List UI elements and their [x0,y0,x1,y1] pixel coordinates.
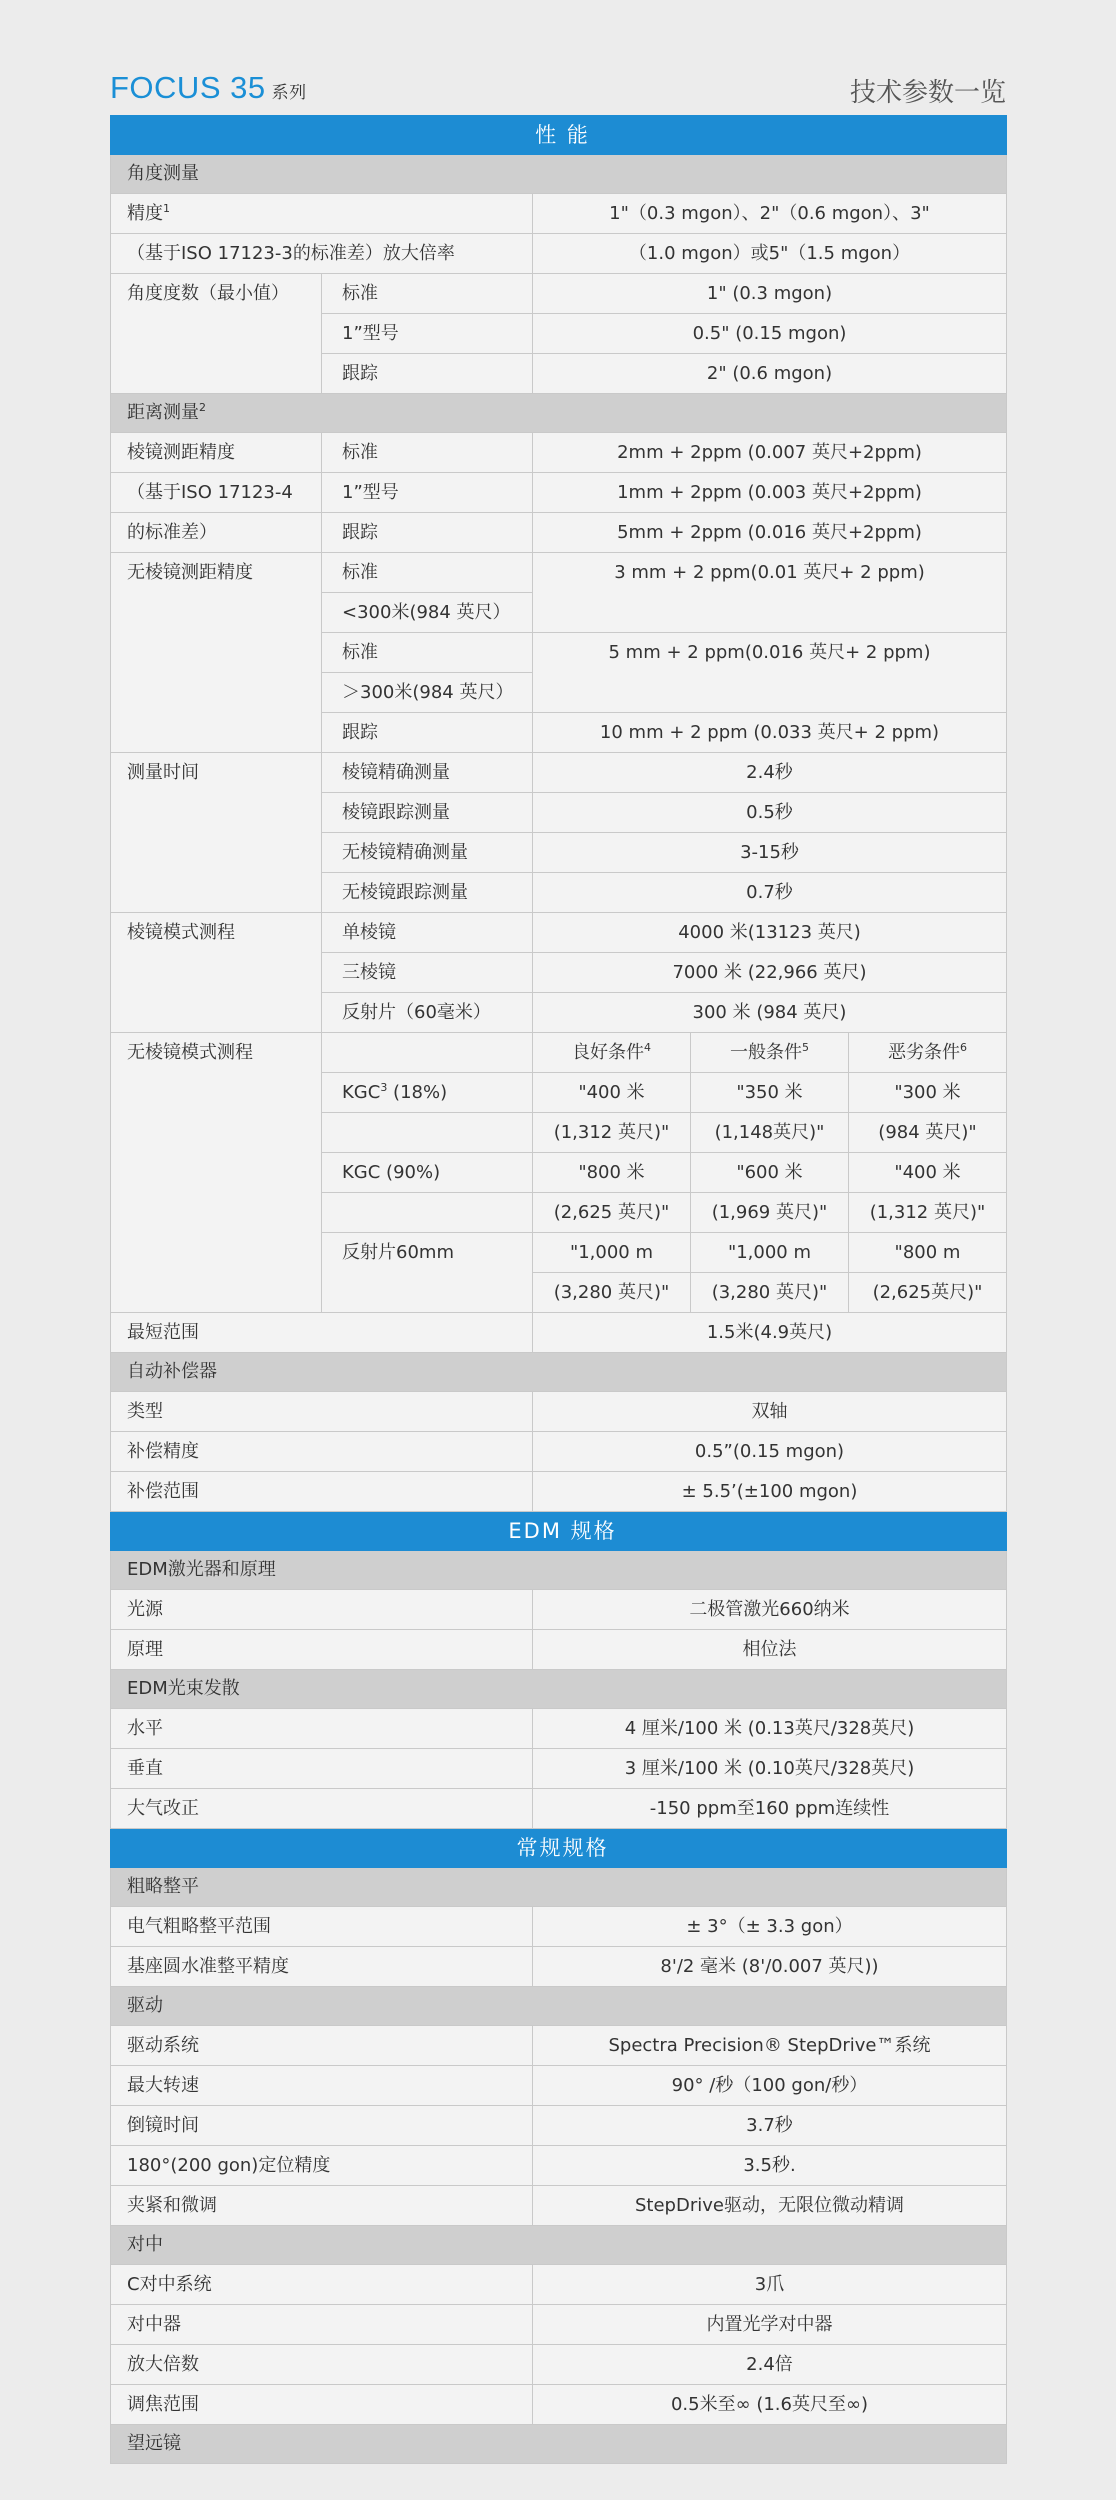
table-row [111,2345,1007,2385]
row-value: -150 ppm至160 ppm连续性 [533,1789,1007,1829]
subsection-leveling [111,1868,1007,1907]
row-label: 驱动系统 [111,2026,533,2066]
table-row [111,1947,1007,1987]
range-value: (2,625 英尺)" [533,1193,691,1233]
range-value: "300 米 [849,1073,1007,1113]
section-band-edm [111,1512,1007,1551]
row-label: 补偿精度 [111,1432,533,1472]
row-value: 2.4秒 [533,753,1007,793]
row-label: 夹紧和微调 [111,2186,533,2226]
row-label: 无棱镜模式测程 [111,1033,322,1313]
row-sublabel: 标准 [322,433,533,473]
subsection-title: 粗略整平 [111,1868,1007,1907]
range-value: "400 米 [849,1153,1007,1193]
table-row [111,2305,1007,2345]
table-row [111,913,1007,953]
row-value: 10 mm + 2 ppm (0.033 英尺+ 2 ppm) [533,713,1007,753]
row-label: 补偿范围 [111,1472,533,1512]
footnote-ref: 3 [380,1081,388,1094]
range-value: (1,312 英尺)" [849,1193,1007,1233]
row-sublabel: 无棱镜精确测量 [322,833,533,873]
row-value: 1"（0.3 mgon）、2"（0.6 mgon）、3" [533,194,1007,234]
row-value: 3 厘米/100 米 (0.10英尺/328英尺) [533,1749,1007,1789]
row-value: 3 mm + 2 ppm(0.01 英尺+ 2 ppm) [533,553,1007,633]
row-sublabel: 跟踪 [322,713,533,753]
row-value: ± 5.5’(±100 mgon) [533,1472,1007,1512]
page-header [110,70,1006,114]
row-value: 7000 米 (22,966 英尺) [533,953,1007,993]
table-row [111,553,1007,593]
table-row [111,513,1007,553]
footnote-ref: 4 [644,1041,651,1054]
table-row [111,433,1007,473]
subsection-title: 自动补偿器 [111,1353,1007,1392]
row-label: 对中器 [111,2305,533,2345]
footnote-ref: 5 [802,1041,809,1054]
table-row [111,274,1007,314]
row-label: 无棱镜测距精度 [111,553,322,753]
row-label: 棱镜测距精度 [111,433,322,473]
table-row [111,1472,1007,1512]
row-label: 棱镜模式测程 [111,913,322,1033]
row-value: 5mm + 2ppm (0.016 英尺+2ppm) [533,513,1007,553]
row-value: 90° /秒（100 gon/秒） [533,2066,1007,2106]
range-value: "800 m [849,1233,1007,1273]
brand-suffix: 系列 [271,83,307,102]
table-row [111,194,1007,234]
row-label: 类型 [111,1392,533,1432]
table-row [111,2186,1007,2226]
kgc-label: KGC [342,1082,381,1103]
row-value: 2" (0.6 mgon) [533,354,1007,394]
table-row [111,1033,1007,1073]
table-row [111,753,1007,793]
row-value: 0.7秒 [533,873,1007,913]
row-sublabel: 三棱镜 [322,953,533,993]
row-value: 0.5”(0.15 mgon) [533,1432,1007,1472]
row-label: 调焦范围 [111,2385,533,2425]
row-value: 4000 米(13123 英尺) [533,913,1007,953]
row-label: 电气粗略整平范围 [111,1907,533,1947]
table-row [111,2106,1007,2146]
row-value: 0.5" (0.15 mgon) [533,314,1007,354]
row-label: 倒镜时间 [111,2106,533,2146]
row-sublabel: 跟踪 [322,354,533,394]
row-label: 角度度数（最小值） [111,274,322,394]
condition-label: 恶劣条件 [888,1042,960,1063]
row-label: C对中系统 [111,2265,533,2305]
row-sublabel: ＞300米(984 英尺） [322,673,533,713]
row-sublabel: 标准 [322,553,533,593]
range-value: (3,280 英尺)" [691,1273,849,1313]
table-row [111,1432,1007,1472]
row-sublabel: <300米(984 英尺） [322,593,533,633]
row-label [111,194,533,234]
row-sublabel [322,1073,533,1113]
row-value: （1.0 mgon）或5"（1.5 mgon） [533,234,1007,274]
subsection-centering [111,2226,1007,2265]
row-sublabel: 棱镜跟踪测量 [322,793,533,833]
table-row [111,1789,1007,1829]
table-row [111,1313,1007,1353]
subsection-title: 对中 [111,2226,1007,2265]
row-value: 3爪 [533,2265,1007,2305]
section-title: EDM 规格 [111,1512,1007,1551]
row-value: 1mm + 2ppm (0.003 英尺+2ppm) [533,473,1007,513]
row-value: 二极管激光660纳米 [533,1590,1007,1630]
table-row [111,1590,1007,1630]
row-sublabel: 1”型号 [322,314,533,354]
row-value: 2.4倍 [533,2345,1007,2385]
row-sublabel: 棱镜精确测量 [322,753,533,793]
table-row [111,2066,1007,2106]
row-label: 光源 [111,1590,533,1630]
row-label: 垂直 [111,1749,533,1789]
row-value: ± 3°（± 3.3 gon） [533,1907,1007,1947]
row-value: 1.5米(4.9英尺) [533,1313,1007,1353]
subsection-title: 驱动 [111,1987,1007,2026]
row-sublabel: 标准 [322,633,533,673]
row-label: 180°(200 gon)定位精度 [111,2146,533,2186]
row-sublabel: 1”型号 [322,473,533,513]
row-value: Spectra Precision® StepDrive™系统 [533,2026,1007,2066]
condition-header [849,1033,1007,1073]
range-value: (3,280 英尺)" [533,1273,691,1313]
subsection-title-text: 距离测量 [127,402,199,423]
row-value: 0.5秒 [533,793,1007,833]
row-value: 3.5秒. [533,2146,1007,2186]
table-row [111,1709,1007,1749]
table-row [111,234,1007,274]
row-value: 8'/2 毫米 (8'/0.007 英尺)) [533,1947,1007,1987]
row-label: 最短范围 [111,1313,533,1353]
range-value: "1,000 m [533,1233,691,1273]
row-value: 4 厘米/100 米 (0.13英尺/328英尺) [533,1709,1007,1749]
subsection-title: EDM激光器和原理 [111,1551,1007,1590]
row-label: 原理 [111,1630,533,1670]
row-value: 1" (0.3 mgon) [533,274,1007,314]
range-value: "350 米 [691,1073,849,1113]
row-sublabel [322,1033,533,1073]
row-value: 3-15秒 [533,833,1007,873]
subsection-edm-beam [111,1670,1007,1709]
row-sublabel: 标准 [322,274,533,314]
table-row [111,2385,1007,2425]
range-value: "600 米 [691,1153,849,1193]
row-label: 放大倍数 [111,2345,533,2385]
range-value: (1,312 英尺)" [533,1113,691,1153]
row-sublabel: 反射片60mm [322,1233,533,1313]
row-value: StepDrive驱动，无限位微动精调 [533,2186,1007,2226]
subsection-distance [111,394,1007,433]
condition-label: 良好条件 [572,1042,644,1063]
row-sublabel: KGC (90%) [322,1153,533,1193]
footnote-ref: 6 [960,1041,967,1054]
condition-label: 一般条件 [730,1042,802,1063]
table-row [111,2265,1007,2305]
row-value: 双轴 [533,1392,1007,1432]
range-value: "400 米 [533,1073,691,1113]
row-sublabel: 无棱镜跟踪测量 [322,873,533,913]
table-row [111,473,1007,513]
row-label: 最大转速 [111,2066,533,2106]
row-label: 基座圆水准整平精度 [111,1947,533,1987]
subsection-edm-laser [111,1551,1007,1590]
section-title: 性 能 [111,116,1007,155]
document-title: 技术参数一览 [849,78,1006,108]
table-row [111,1392,1007,1432]
subsection-compensator [111,1353,1007,1392]
footnote-ref: 1 [163,202,170,215]
section-title: 常规规格 [111,1829,1007,1868]
table-row [111,2146,1007,2186]
row-label: 水平 [111,1709,533,1749]
subsection-title: 角度测量 [111,155,1007,194]
table-row [111,2026,1007,2066]
row-sublabel [322,1193,533,1233]
row-sublabel: 单棱镜 [322,913,533,953]
range-value: (1,148英尺)" [691,1113,849,1153]
table-row [111,1749,1007,1789]
section-band-general [111,1829,1007,1868]
table-row [111,1630,1007,1670]
table-row [111,1907,1007,1947]
brand-name: FOCUS 35 [110,70,266,105]
row-sublabel [322,1113,533,1153]
row-label: （基于ISO 17123-4 [111,473,322,513]
subsection-angle [111,155,1007,194]
footnote-ref: 2 [199,401,206,414]
range-value: "800 米 [533,1153,691,1193]
subsection-title: 望远镜 [111,2425,1007,2464]
subsection-telescope [111,2425,1007,2464]
condition-header [533,1033,691,1073]
subsection-title [111,394,1007,433]
row-label: 测量时间 [111,753,322,913]
row-label: 大气改正 [111,1789,533,1829]
row-label-text: 精度 [127,203,163,224]
condition-header [691,1033,849,1073]
row-value: 300 米 (984 英尺) [533,993,1007,1033]
product-brand [110,70,307,106]
row-value: 0.5米至∞ (1.6英尺至∞) [533,2385,1007,2425]
subsection-drive [111,1987,1007,2026]
row-value: 5 mm + 2 ppm(0.016 英尺+ 2 ppm) [533,633,1007,713]
spec-table [110,115,1007,2464]
subsection-title: EDM光束发散 [111,1670,1007,1709]
range-value: (2,625英尺)" [849,1273,1007,1313]
section-band-performance [111,116,1007,155]
range-value: (1,969 英尺)" [691,1193,849,1233]
row-label: （基于ISO 17123-3的标准差）放大倍率 [111,234,533,274]
kgc-suffix: (18%) [387,1082,448,1103]
row-value: 相位法 [533,1630,1007,1670]
range-value: (984 英尺)" [849,1113,1007,1153]
row-value: 3.7秒 [533,2106,1007,2146]
row-sublabel: 跟踪 [322,513,533,553]
range-value: "1,000 m [691,1233,849,1273]
row-sublabel: 反射片（60毫米） [322,993,533,1033]
row-label: 的标准差） [111,513,322,553]
row-value: 内置光学对中器 [533,2305,1007,2345]
row-value: 2mm + 2ppm (0.007 英尺+2ppm) [533,433,1007,473]
